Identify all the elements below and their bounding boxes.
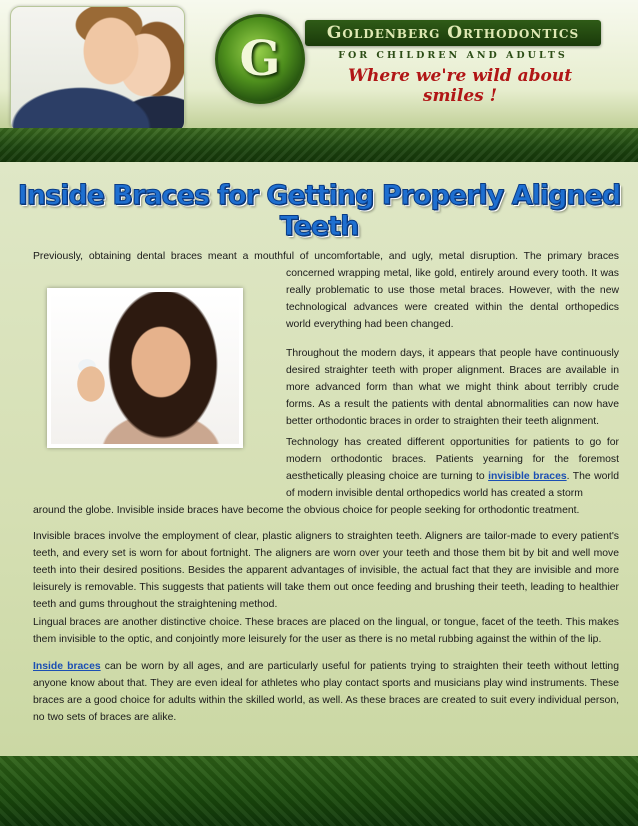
- woman-photo-image: [51, 292, 239, 444]
- logo-letter: G: [239, 31, 281, 87]
- woman-holding-aligner-photo: [47, 288, 243, 448]
- paragraph-4-text: Invisible braces involve the employment of clear, plastic aligners to straighten teeth. Aligners are tailor-made to every patient's teeth, and every set is worn for about fortnight. The aligners are worn over your teeth and those them bit by bit and well move teeth into their desired positions. Besides the apparent advantages of invisible, the actual fact that they are invisible and more leisurely is removable. This suggests that patients will take them out once feeding and brushing their teeth, leading to healthier teeth and gums throughout the straightening method.: [33, 531, 619, 610]
- paragraph-3-continued: [33, 502, 619, 519]
- couple-photo: [10, 6, 185, 132]
- header-decorative-band: [0, 128, 638, 162]
- paragraph-3-continued-text: around the globe. Invisible inside braces have become the obvious choice for people seeking for orthodontic treatment.: [33, 505, 580, 516]
- paragraph-6: [33, 658, 619, 726]
- paragraph-5-text: Lingual braces are another distinctive choice. These braces are placed on the lingual, or tongue, facet of the teeth. This makes them invisible to the optic, and conjointly more leisurely for the user as there is no metal rubbing against the within of the lip.: [33, 617, 619, 645]
- paragraph-1-text: Previously, obtaining dental braces meant a mouthful of uncomfortable, and ugly, metal disruption. The primary braces concerned wrapping metal, like gold, entirely around every tooth. It was really problematic to use those metal braces. However, with the new technological advances were created within the dental orthopedics world everything had been changed.: [33, 251, 619, 330]
- invisible-braces-link[interactable]: invisible braces: [488, 471, 567, 482]
- brand-name-box: [305, 20, 601, 46]
- clinic-logo: [215, 14, 305, 104]
- paragraph-3-text-before: Technology has created different opportunities for patients to go for modern orthodontic braces. Patients yearning for the foremost aesthetically pleasing choice are turning to: [286, 437, 619, 482]
- paragraph-2: [286, 345, 619, 430]
- footer-decorative-band: [0, 756, 638, 826]
- brand-tagline: Where we're wild about smiles !: [347, 66, 573, 106]
- brand-name: Goldenberg Orthodontics: [326, 23, 580, 43]
- page-title: Inside Braces for Getting Properly Aligned Teeth: [17, 180, 621, 242]
- page-header: [0, 0, 638, 162]
- paragraph-3: [286, 434, 619, 502]
- paragraph-2-text: Throughout the modern days, it appears that people have continuously desired straighter teeth with proper alignment. Braces are available in more advanced form than what we might think about terribly crude forms. As a result the patients with dental abnormalities can now have better orthodontic braces in order to straighten their teeth alignment.: [286, 348, 619, 427]
- paragraph-5: [33, 614, 619, 648]
- brand-subtitle: FOR CHILDREN AND ADULTS: [338, 50, 568, 61]
- inside-braces-link[interactable]: Inside braces: [33, 661, 101, 672]
- paragraph-3-text-after: . The world of modern invisible dental orthopedics world has created a storm: [286, 471, 619, 499]
- paragraph-4: [33, 528, 619, 613]
- paragraph-6-text: can be worn by all ages, and are particularly useful for patients trying to straighten their teeth without letting anyone know about that. They are even ideal for athletes who play contact sports and musicians play wind instruments. These braces are a good choice for adults within the skilled world, as well. As these braces are created to suit every individual person, no two sets of braces are alike.: [33, 661, 619, 723]
